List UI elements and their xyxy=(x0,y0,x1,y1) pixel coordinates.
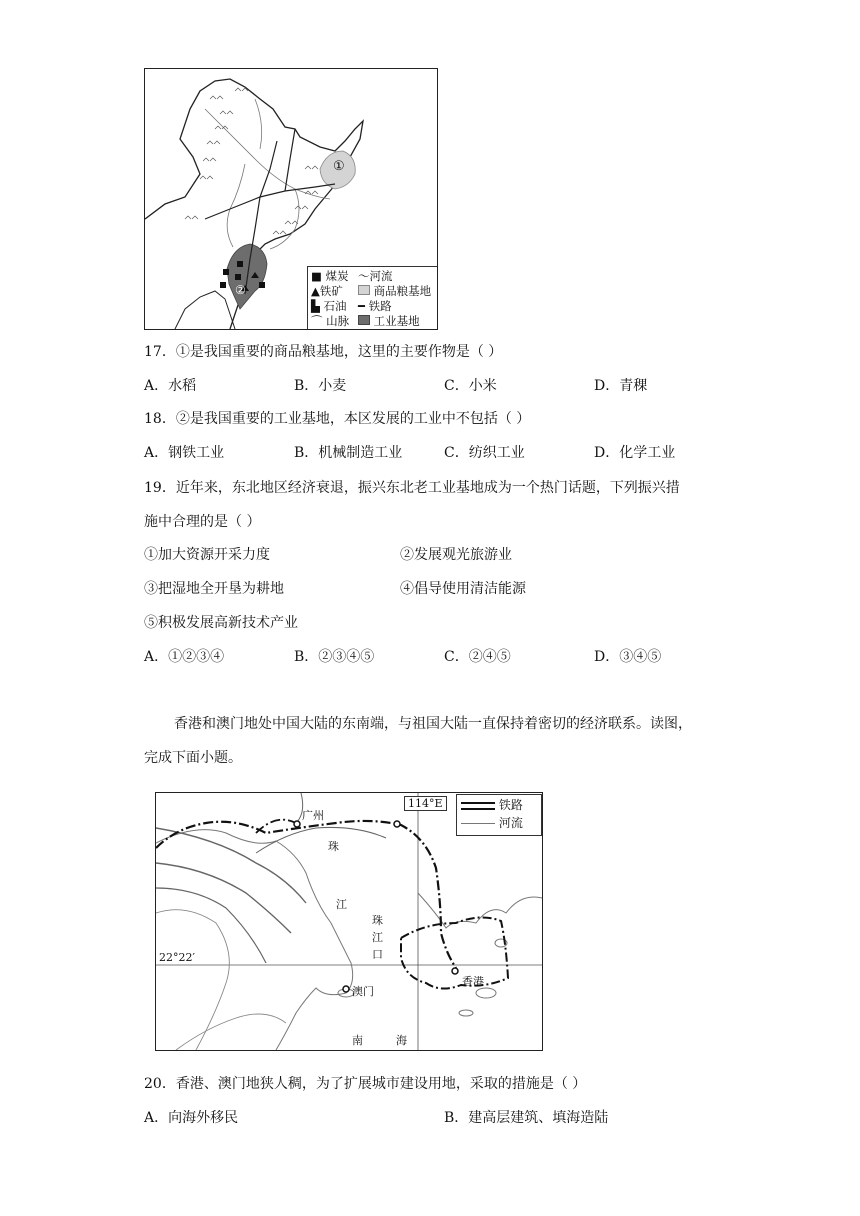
island xyxy=(476,988,496,998)
legend-industrial-base: 工业基地 xyxy=(373,314,420,328)
pearl-river-delta-map xyxy=(155,792,543,1051)
intro-line1: 香港和澳门地处中国大陆的东南端，与祖国大陆一直保持着密切的经济联系。读图， xyxy=(174,716,692,732)
guangzhou-marker xyxy=(294,821,300,827)
estuary-label-2: 江 xyxy=(372,931,383,944)
coal-mark xyxy=(223,269,229,275)
guangzhou-label: 广州 xyxy=(302,809,324,822)
q17-option-c: C．小米 xyxy=(444,378,497,394)
legend-grain-base: 商品粮基地 xyxy=(373,284,432,298)
q17-option-b: B．小麦 xyxy=(294,378,347,394)
station-marker xyxy=(394,821,400,827)
coastline xyxy=(418,893,542,928)
q19-item-4: ④倡导使用清洁能源 xyxy=(400,581,526,597)
marker-2-label: ② xyxy=(235,283,246,297)
legend-oil: 石油 xyxy=(323,299,347,313)
northeast-china-map xyxy=(144,68,438,330)
q19-stem-line2: 施中合理的是（ ） xyxy=(144,514,261,530)
q19-option-c: C．②④⑤ xyxy=(444,649,511,665)
hongkong-marker xyxy=(452,968,458,974)
estuary-label-3: 口 xyxy=(372,948,383,961)
q19-item-5: ⑤积极发展高新技术产业 xyxy=(144,615,298,631)
railway-icon: ━ xyxy=(358,299,365,313)
railway-legend-icon xyxy=(461,802,495,810)
legend-river: 河流 xyxy=(498,816,523,830)
q18-option-d: D．化学工业 xyxy=(594,445,676,461)
q17-stem: 17．①是我国重要的商品粮基地，这里的主要作物是（ ） xyxy=(144,344,503,360)
south-sea-label-1: 南 xyxy=(352,1034,363,1047)
q18-option-a: A．钢铁工业 xyxy=(144,445,225,461)
legend-coal: 煤炭 xyxy=(325,269,349,283)
industrial-base-icon xyxy=(358,315,370,325)
macau-marker xyxy=(343,986,349,992)
river xyxy=(255,99,262,149)
river-legend-icon xyxy=(461,823,495,824)
legend-mountain: 山脉 xyxy=(326,314,350,328)
lon-label: 114°E xyxy=(404,796,447,811)
legend-railway: 铁路 xyxy=(368,299,392,313)
marker-1-label: ① xyxy=(333,159,345,174)
q19-item-2: ②发展观光旅游业 xyxy=(400,547,512,563)
legend-railway: 铁路 xyxy=(498,798,523,812)
intro-line2: 完成下面小题。 xyxy=(144,750,242,766)
railway xyxy=(285,129,295,191)
q18-option-b: B．机械制造工业 xyxy=(294,445,403,461)
q19-stem-line1: 19．近年来，东北地区经济衰退，振兴东北老工业基地成为一个热门话题，下列振兴措 xyxy=(144,480,680,496)
q20-stem: 20．香港、澳门地狭人稠，为了扩展城市建设用地，采取的措施是（ ） xyxy=(144,1076,587,1092)
river xyxy=(205,109,330,199)
hong-kong-boundary xyxy=(401,917,508,988)
coal-mark xyxy=(235,274,241,280)
railway xyxy=(156,821,456,968)
q17-option-a: A．水稻 xyxy=(144,378,197,394)
river xyxy=(156,863,291,933)
coal-mark xyxy=(220,282,226,288)
railway xyxy=(260,141,277,197)
mountain-symbols xyxy=(185,88,318,234)
estuary-label-1: 珠 xyxy=(372,914,383,927)
q18-option-c: C．纺织工业 xyxy=(444,445,525,461)
river-jiang-label: 江 xyxy=(336,898,347,911)
map1-legend xyxy=(307,266,438,330)
grain-base-icon xyxy=(358,285,370,295)
iron-icon: ▲ xyxy=(311,284,320,298)
coastline xyxy=(175,291,235,329)
south-sea-label-2: 海 xyxy=(396,1034,407,1047)
river xyxy=(227,164,245,247)
mountain-icon: ⌒ xyxy=(311,314,323,328)
q19-option-a: A．①②③④ xyxy=(144,649,225,665)
oil-icon: ▙ xyxy=(311,299,320,313)
hongkong-label: 香港 xyxy=(462,975,484,988)
coal-icon: ■ xyxy=(311,269,322,283)
q19-option-b: B．②③④⑤ xyxy=(294,649,375,665)
coal-mark xyxy=(259,282,265,288)
island xyxy=(459,1010,473,1016)
legend-river: 河流 xyxy=(369,269,393,283)
q19-item-3: ③把湿地全开垦为耕地 xyxy=(144,581,284,597)
railway xyxy=(205,184,335,219)
lat-label: 22°22′ xyxy=(159,951,195,964)
q19-item-1: ①加大资源开采力度 xyxy=(144,547,270,563)
q20-option-b: B．建高层建筑、填海造陆 xyxy=(444,1110,609,1126)
coal-mark xyxy=(237,261,243,267)
legend-iron: 铁矿 xyxy=(319,284,343,298)
q19-option-d: D．③④⑤ xyxy=(594,649,662,665)
river-icon: ～ xyxy=(358,269,370,283)
map2-legend xyxy=(456,794,542,836)
river-zhu-label: 珠 xyxy=(328,840,339,853)
river xyxy=(156,828,306,903)
q18-stem: 18．②是我国重要的工业基地，本区发展的工业中不包括（ ） xyxy=(144,411,531,427)
q20-option-a: A．向海外移民 xyxy=(144,1110,239,1126)
q17-option-d: D．青稞 xyxy=(594,378,648,394)
macau-label: 澳门 xyxy=(352,985,374,998)
